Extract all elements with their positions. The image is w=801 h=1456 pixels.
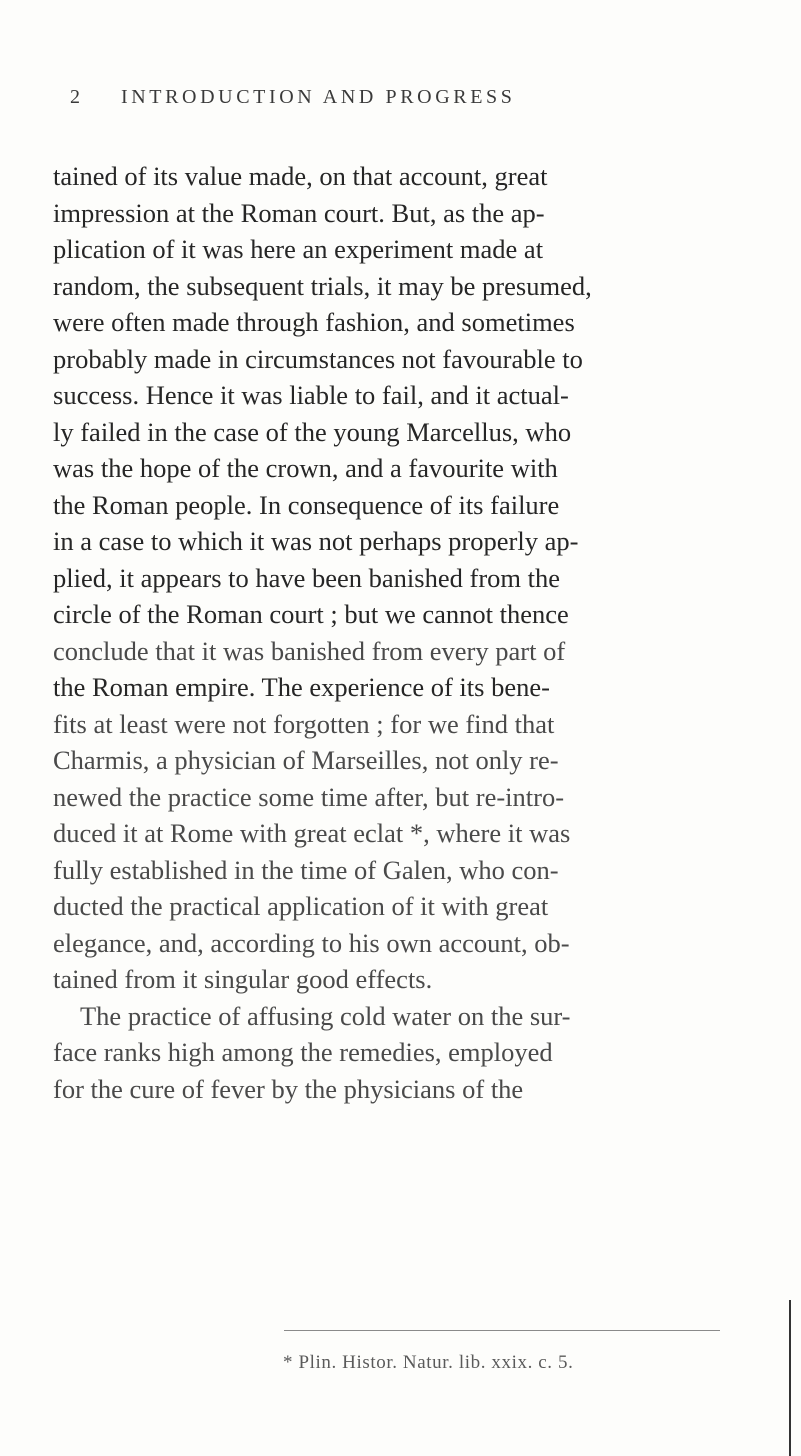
text-line: probably made in circumstances not favourable to [53, 343, 583, 374]
text-line: ducted the practical application of it with great [53, 891, 549, 921]
text-line: newed the practice some time after, but re-intro- [53, 781, 565, 812]
text-line: plied, it appears to have been banished from the [53, 562, 561, 593]
running-head [70, 86, 670, 116]
text-line: duced it at Rome with great eclat *, where it was [53, 818, 571, 848]
text-line: were often made through fashion, and sometimes [53, 307, 575, 337]
text-line: tained of its value made, on that account, great [53, 161, 548, 191]
page-edge [789, 1300, 791, 1456]
text-line: fits at least were not forgotten ; for we find that [53, 708, 555, 739]
text-line: The practice of affusing cold water on the sur- [80, 1000, 571, 1031]
text-line: circle of the Roman court ; but we cannot thence [53, 599, 569, 629]
text-line: tained from it singular good effects. [53, 964, 433, 994]
footnote-divider [284, 1330, 720, 1331]
text-line: was the hope of the crown, and a favourite with [53, 453, 558, 483]
text-line: in a case to which it was not perhaps properly ap- [53, 526, 579, 556]
text-line: plication of it was here an experiment made at [53, 234, 544, 264]
text-line: Charmis, a physician of Marseilles, not only re- [53, 745, 559, 775]
text-line: elegance, and, according to his own account, ob- [53, 927, 570, 958]
running-title: INTRODUCTION AND PROGRESS [121, 86, 516, 108]
text-line: face ranks high among the remedies, employed [53, 1037, 553, 1067]
footnote: * Plin. Histor. Natur. lib. xxix. c. 5. [283, 1352, 574, 1373]
text-line: random, the subsequent trials, it may be presumed, [53, 270, 592, 301]
text-line: the Roman people. In consequence of its failure [53, 489, 560, 520]
text-line: conclude that it was banished from every part of [53, 635, 566, 666]
text-line: success. Hence it was liable to fail, and it actual- [53, 380, 569, 410]
text-line: the Roman empire. The experience of its bene- [53, 672, 550, 702]
text-line: impression at the Roman court. But, as the ap- [53, 197, 545, 228]
text-line: fully established in the time of Galen, who con- [53, 854, 559, 885]
page-number: 2 [70, 86, 84, 108]
text-line: for the cure of fever by the physicians of the [53, 1073, 524, 1104]
text-line: ly failed in the case of the young Marcellus, who [53, 416, 572, 447]
body-text [53, 158, 773, 1107]
